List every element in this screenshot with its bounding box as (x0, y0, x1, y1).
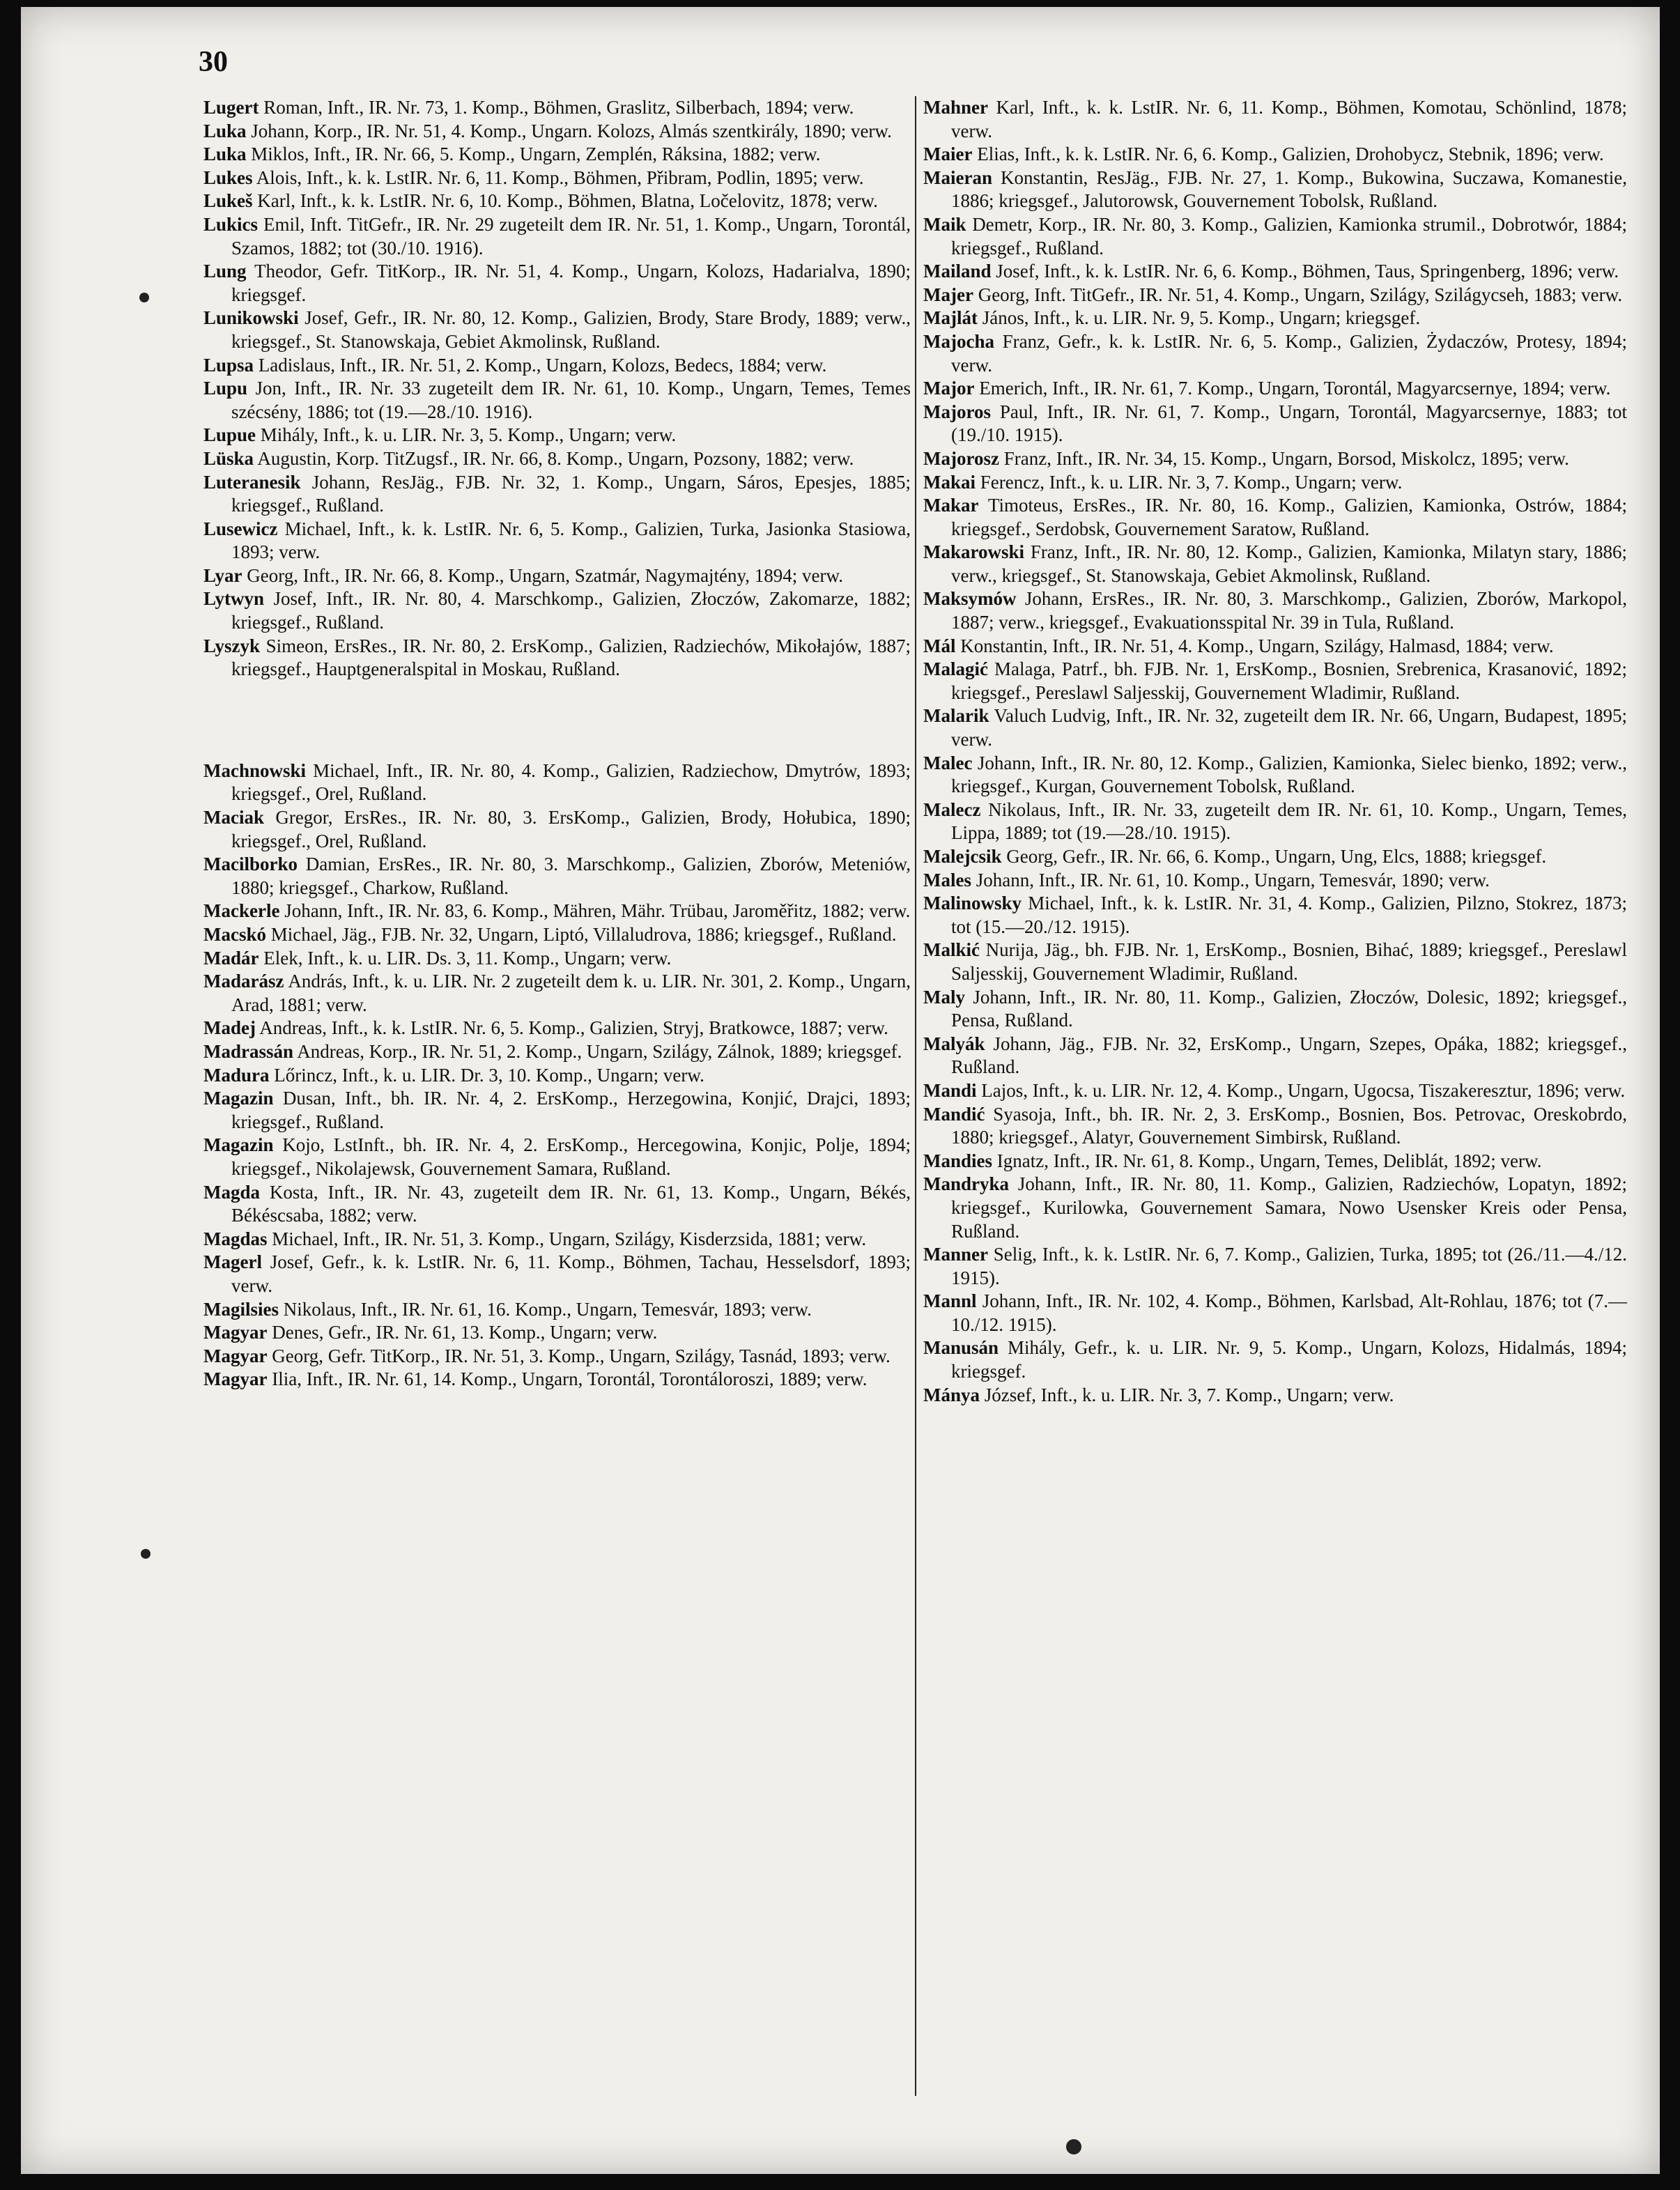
register-entry (203, 587, 911, 634)
section-l (203, 96, 911, 681)
entry-surname: Malarik (923, 705, 989, 727)
entry-surname: Malecz (923, 799, 981, 820)
entry-surname: Lupsa (203, 354, 254, 376)
entry-surname: Majocha (923, 330, 994, 352)
entry-details: Paul, Inft., IR. Nr. 61, 7. Komp., Ungarn, Torontál, Magyarcsernye, 1883; tot (19./10. 1915). (951, 401, 1627, 446)
entry-surname: Makarowski (923, 541, 1025, 563)
entry-surname: Madura (203, 1064, 270, 1086)
entry-details: Elek, Inft., k. u. LIR. Ds. 3, 11. Komp., Ungarn; verw. (263, 947, 672, 969)
register-entry (923, 260, 1627, 284)
register-entry (203, 447, 911, 471)
register-entry (923, 869, 1627, 893)
entry-surname: Majoros (923, 401, 991, 422)
entry-surname: Makar (923, 495, 979, 516)
register-entry (923, 471, 1627, 495)
register-entry (203, 564, 911, 588)
right-column (923, 96, 1627, 1407)
entry-details: Mihály, Gefr., k. u. LIR. Nr. 9, 5. Komp., Ungarn, Kolozs, Hidalmás, 1894; kriegsgef. (951, 1337, 1627, 1382)
entry-surname: Major (923, 378, 975, 399)
entry-surname: Mandies (923, 1150, 993, 1171)
register-entry (923, 541, 1627, 587)
entry-details: Damian, ErsRes., IR. Nr. 80, 3. Marschkomp., Galizien, Zborów, Meteniów, 1880; kriegsgef., Charkow, Rußland. (231, 854, 911, 898)
register-entry (203, 1040, 911, 1064)
register-entry (923, 1290, 1627, 1336)
section-m (203, 759, 911, 1391)
entry-details: Johann, Inft., IR. Nr. 80, 11. Komp., Galizien, Radziechów, Lopatyn, 1892; kriegsgef., Kurilowka, Gouvernement Samara, Nowo Usensker Kreis oder Pensa, Rußland. (951, 1173, 1627, 1242)
entry-details: Andreas, Inft., k. k. LstIR. Nr. 6, 5. Komp., Galizien, Stryj, Bratkowce, 1887; verw. (259, 1017, 888, 1039)
register-entry (203, 120, 911, 144)
entry-surname: Lyar (203, 564, 242, 586)
register-entry (923, 213, 1627, 260)
entry-surname: Malkić (923, 939, 980, 961)
entry-details: János, Inft., k. u. LIR. Nr. 9, 5. Komp., Ungarn; kriegsgef. (982, 307, 1421, 329)
register-entry (923, 447, 1627, 471)
register-entry (923, 1384, 1627, 1408)
section-right (923, 96, 1627, 1407)
entry-surname: Lukics (203, 213, 259, 235)
entry-details: Johann, Inft., IR. Nr. 61, 10. Komp., Ungarn, Temesvár, 1890; verw. (976, 869, 1490, 890)
entry-details: Denes, Gefr., IR. Nr. 61, 13. Komp., Ungarn; verw. (272, 1322, 658, 1343)
entry-surname: Magazin (203, 1134, 274, 1156)
register-entry (923, 1173, 1627, 1243)
register-entry (203, 947, 911, 971)
register-entry (923, 587, 1627, 634)
entry-details: Syasoja, Inft., bh. IR. Nr. 2, 3. ErsKomp., Bosnien, Bos. Petrovac, Oreskobrdo, 1880; kriegsgef., Alatyr, Gouvernement Simbirsk, Rußland. (951, 1103, 1627, 1148)
register-entry (203, 143, 911, 167)
entry-details: Josef, Gefr., k. k. LstIR. Nr. 6, 11. Komp., Böhmen, Tachau, Hesselsdorf, 1893; verw. (231, 1251, 911, 1296)
entry-details: Josef, Inft., IR. Nr. 80, 4. Marschkomp., Galizien, Złoczów, Zakomarze, 1882; kriegsgef., Rußland. (231, 588, 911, 633)
entry-details: Ladislaus, Inft., IR. Nr. 51, 2. Komp., Ungarn, Kolozs, Bedecs, 1884; verw. (258, 354, 827, 376)
entry-surname: Mál (923, 635, 956, 656)
entry-details: Nikolaus, Inft., IR. Nr. 33, zugeteilt dem IR. Nr. 61, 10. Komp., Ungarn, Temes, Lippa, 1889; tot (19.—28./10. 1915). (951, 799, 1627, 844)
entry-surname: Luka (203, 120, 247, 141)
entry-details: Michael, Jäg., FJB. Nr. 32, Ungarn, Liptó, Villaludrova, 1886; kriegsgef., Rußland. (270, 924, 897, 945)
entry-surname: Malinowsky (923, 893, 1022, 914)
entry-surname: Malejcsik (923, 846, 1002, 867)
entry-details: Georg, Gefr., IR. Nr. 66, 6. Komp., Ungarn, Ung, Elcs, 1888; kriegsgef. (1006, 846, 1547, 867)
register-entry (203, 923, 911, 947)
entry-surname: Luka (203, 144, 247, 165)
register-entry (923, 845, 1627, 869)
register-entry (923, 1336, 1627, 1383)
register-entry (923, 986, 1627, 1033)
entry-details: József, Inft., k. u. LIR. Nr. 3, 7. Komp., Ungarn; verw. (984, 1384, 1394, 1405)
binding-hole-mark (141, 1549, 151, 1559)
entry-surname: Lung (203, 261, 247, 282)
entry-details: Michael, Inft., k. k. LstIR. Nr. 6, 5. Komp., Galizien, Turka, Jasionka Stasiowa, 1893; verw. (231, 518, 911, 563)
entry-surname: Maksymów (923, 588, 1017, 610)
register-entry (203, 970, 911, 1017)
entry-details: Johann, Jäg., FJB. Nr. 32, ErsKomp., Ungarn, Szepes, Opáka, 1882; kriegsgef., Rußland. (951, 1033, 1628, 1078)
entry-details: Dusan, Inft., bh. IR. Nr. 4, 2. ErsKomp., Herzegowina, Konjić, Drajci, 1893; kriegsgef., Rußland. (231, 1088, 911, 1132)
entry-details: Miklos, Inft., IR. Nr. 66, 5. Komp., Ungarn, Zemplén, Ráksina, 1882; verw. (251, 144, 821, 165)
entry-surname: Males (923, 869, 971, 890)
entry-surname: Maciak (203, 807, 264, 828)
entry-details: Josef, Inft., k. k. LstIR. Nr. 6, 6. Komp., Böhmen, Taus, Springenberg, 1896; verw. (996, 261, 1619, 282)
entry-surname: Machnowski (203, 759, 307, 781)
register-entry (923, 330, 1627, 377)
register-entry (203, 806, 911, 853)
entry-details: Franz, Inft., IR. Nr. 80, 12. Komp., Galizien, Kamionka, Milatyn stary, 1886; verw., kriegsgef., St. Stanowskaja, Gebiet Akmolinsk, Rußland. (951, 541, 1627, 586)
entry-details: Malaga, Patrf., bh. FJB. Nr. 1, ErsKomp., Bosnien, Srebrenica, Krasanović, 1892; kriegsgef., Pereslawl Saljesskij, Gouvernement Wladimir, Rußland. (951, 658, 1627, 703)
entry-surname: Mandryka (923, 1173, 1010, 1195)
register-entry (923, 1079, 1627, 1103)
entry-details: Michael, Inft., IR. Nr. 80, 4. Komp., Galizien, Radziechow, Dmytrów, 1893; kriegsgef., Orel, Rußland. (231, 759, 911, 805)
entry-surname: Majlát (923, 307, 978, 329)
column-divider (915, 96, 916, 2096)
entry-surname: Mannl (923, 1290, 977, 1312)
entry-surname: Mandić (923, 1103, 985, 1125)
register-entry (203, 1134, 911, 1180)
entry-details: Johann, ErsRes., IR. Nr. 80, 3. Marschkomp., Galizien, Zborów, Markopol, 1887; verw., kriegsgef., Evakuationsspital Nr. 39 in Tula, Rußland. (951, 588, 1628, 633)
entry-surname: Mandi (923, 1079, 977, 1101)
entry-surname: Makai (923, 471, 976, 493)
entry-details: Alois, Inft., k. k. LstIR. Nr. 6, 11. Komp., Böhmen, Přibram, Podlin, 1895; verw. (256, 167, 864, 188)
register-entry (203, 307, 911, 353)
entry-details: Franz, Gefr., k. k. LstIR. Nr. 6, 5. Komp., Galizien, Żydaczów, Protesy, 1894; verw. (951, 330, 1628, 376)
entry-surname: Magyar (203, 1322, 268, 1343)
register-entry (923, 704, 1627, 751)
register-entry (203, 1251, 911, 1297)
register-entry (923, 1103, 1627, 1150)
page-number: 30 (199, 46, 228, 78)
entry-details: Franz, Inft., IR. Nr. 34, 15. Komp., Ungarn, Borsod, Miskolcz, 1895; verw. (1003, 447, 1569, 469)
entry-surname: Magazin (203, 1088, 274, 1109)
entry-details: Michael, Inft., k. k. LstIR. Nr. 31, 4. Komp., Galizien, Pilzno, Stokrez, 1873; tot (15.—20./12. 1915). (951, 893, 1628, 937)
register-entry (203, 354, 911, 378)
entry-details: Emerich, Inft., IR. Nr. 61, 7. Komp., Ungarn, Torontál, Magyarcsernye, 1894; verw. (979, 378, 1611, 399)
register-entry (923, 1150, 1627, 1173)
entry-surname: Magda (203, 1181, 260, 1203)
entry-details: Kosta, Inft., IR. Nr. 43, zugeteilt dem IR. Nr. 61, 13. Komp., Ungarn, Békés, Békéscsaba, 1882; verw. (231, 1181, 911, 1226)
register-entry (923, 635, 1627, 658)
register-entry (203, 759, 911, 806)
entry-surname: Maieran (923, 167, 992, 188)
entry-surname: Madarász (203, 971, 284, 992)
entry-surname: Manner (923, 1244, 988, 1265)
register-entry (923, 377, 1627, 401)
entry-details: Augustin, Korp. TitZugsf., IR. Nr. 66, 8. Komp., Ungarn, Pozsony, 1882; verw. (257, 447, 854, 469)
entry-details: Nikolaus, Inft., IR. Nr. 61, 16. Komp., Ungarn, Temesvár, 1893; verw. (283, 1298, 812, 1320)
entry-surname: Majorosz (923, 447, 999, 469)
register-entry (203, 635, 911, 681)
register-entry (923, 494, 1627, 541)
register-entry (203, 1345, 911, 1368)
register-entry (923, 143, 1627, 167)
entry-surname: Madrassán (203, 1040, 294, 1062)
register-entry (923, 752, 1627, 799)
register-entry (203, 1181, 911, 1228)
document-page (21, 7, 1660, 2174)
entry-details: Kojo, LstInft., bh. IR. Nr. 4, 2. ErsKomp., Hercegowina, Konjic, Polje, 1894; kriegsgef., Nikolajewsk, Gouvernement Samara, Rußland. (231, 1134, 911, 1179)
entry-surname: Magdas (203, 1228, 268, 1249)
register-entry (203, 1368, 911, 1391)
entry-details: Konstantin, Inft., IR. Nr. 51, 4. Komp., Ungarn, Szilágy, Halmasd, 1884; verw. (960, 635, 1554, 656)
register-entry (203, 471, 911, 518)
entry-surname: Lugert (203, 97, 259, 118)
entry-details: Lőrincz, Inft., k. u. LIR. Dr. 3, 10. Komp., Ungarn; verw. (274, 1064, 704, 1086)
entry-surname: Mailand (923, 261, 992, 282)
entry-surname: Macskó (203, 924, 266, 945)
entry-details: Jon, Inft., IR. Nr. 33 zugeteilt dem IR. Nr. 61, 10. Komp., Ungarn, Temes, Temes szécsény, 1886; tot (19.—28./10. 1916). (231, 378, 911, 422)
register-entry (203, 1321, 911, 1345)
entry-details: Johann, Inft., IR. Nr. 80, 12. Komp., Galizien, Kamionka, Sielec bienko, 1892; verw., kriegsgef., Kurgan, Gouvernement Tobolsk, Rußland. (951, 752, 1628, 797)
entry-surname: Lupue (203, 424, 256, 446)
entry-surname: Magerl (203, 1251, 262, 1273)
register-entry (203, 260, 911, 307)
entry-surname: Manusán (923, 1337, 999, 1359)
entry-details: Simeon, ErsRes., IR. Nr. 80, 2. ErsKomp., Galizien, Radziechów, Mikołajów, 1887; kriegsgef., Hauptgeneralspital in Moskau, Rußland. (231, 635, 911, 680)
register-entry (923, 799, 1627, 845)
register-entry (203, 1228, 911, 1251)
entry-details: Selig, Inft., k. k. LstIR. Nr. 6, 7. Komp., Galizien, Turka, 1895; tot (26./11.—4./12. 1915). (951, 1244, 1627, 1288)
entry-details: Mihály, Inft., k. u. LIR. Nr. 3, 5. Komp., Ungarn; verw. (260, 424, 677, 446)
register-entry (923, 167, 1627, 213)
entry-details: Georg, Inft., IR. Nr. 66, 8. Komp., Ungarn, Szatmár, Nagymajtény, 1894; verw. (247, 564, 844, 586)
entry-details: Josef, Gefr., IR. Nr. 80, 12. Komp., Galizien, Brody, Stare Brody, 1889; verw., kriegsgef., St. Stanowskaja, Gebiet Akmolinsk, Rußland. (231, 307, 911, 352)
register-entry (203, 377, 911, 424)
entry-surname: Malec (923, 752, 973, 773)
register-entry (923, 401, 1627, 447)
entry-details: András, Inft., k. u. LIR. Nr. 2 zugeteilt dem k. u. LIR. Nr. 301, 2. Komp., Ungarn, Arad, 1881; verw. (231, 971, 911, 1015)
register-entry (203, 424, 911, 447)
register-entry (203, 1087, 911, 1134)
entry-details: Karl, Inft., k. k. LstIR. Nr. 6, 10. Komp., Böhmen, Blatna, Ločelovitz, 1878; verw. (257, 190, 878, 212)
register-entry (203, 518, 911, 564)
register-entry (923, 1033, 1627, 1079)
binding-hole-mark (139, 293, 149, 302)
entry-surname: Mackerle (203, 900, 280, 922)
entry-surname: Lyszyk (203, 635, 261, 656)
entry-details: Johann, ResJäg., FJB. Nr. 32, 1. Komp., Ungarn, Sáros, Epesjes, 1885; kriegsgef., Rußland. (231, 471, 911, 516)
entry-surname: Lupu (203, 378, 248, 399)
entry-details: Ferencz, Inft., k. u. LIR. Nr. 3, 7. Komp., Ungarn; verw. (980, 471, 1403, 493)
register-entry (203, 190, 911, 213)
entry-details: Ilia, Inft., IR. Nr. 61, 14. Komp., Ungarn, Torontál, Torontáloroszi, 1889; verw. (272, 1368, 868, 1390)
entry-details: Konstantin, ResJäg., FJB. Nr. 27, 1. Komp., Bukowina, Suczawa, Komanestie, 1886; kriegsgef., Jalutorowsk, Gouvernement Tobolsk, Rußland. (951, 167, 1627, 212)
register-entry (203, 96, 911, 120)
entry-details: Johann, Inft., IR. Nr. 102, 4. Komp., Böhmen, Karlsbad, Alt-Rohlau, 1876; tot (7.—10./12. 1915). (951, 1290, 1628, 1335)
entry-surname: Lytwyn (203, 588, 265, 610)
entry-surname: Magyar (203, 1345, 268, 1366)
register-entry (203, 853, 911, 900)
register-entry (923, 284, 1627, 307)
entry-details: Elias, Inft., k. k. LstIR. Nr. 6, 6. Komp., Galizien, Drohobycz, Stebnik, 1896; verw. (977, 144, 1604, 165)
entry-surname: Majer (923, 284, 973, 305)
entry-details: Valuch Ludvig, Inft., IR. Nr. 32, zugeteilt dem IR. Nr. 66, Ungarn, Budapest, 1895; verw. (951, 705, 1628, 750)
entry-surname: Lukeš (203, 190, 253, 212)
entry-surname: Macilborko (203, 854, 298, 875)
entry-surname: Mahner (923, 97, 988, 118)
section-gap (203, 681, 911, 759)
entry-details: Karl, Inft., k. k. LstIR. Nr. 6, 11. Komp., Böhmen, Komotau, Schönlind, 1878; verw. (951, 97, 1627, 141)
entry-surname: Luteranesik (203, 471, 301, 493)
binding-hole-mark (1066, 2139, 1081, 2154)
entry-details: Demetr, Korp., IR. Nr. 80, 3. Komp., Galizien, Kamionka strumil., Dobrotwór, 1884; kriegsgef., Rußland. (951, 213, 1627, 259)
entry-surname: Magyar (203, 1368, 268, 1390)
entry-surname: Maik (923, 213, 966, 235)
entry-surname: Maier (923, 144, 973, 165)
entry-surname: Madej (203, 1017, 256, 1039)
register-entry (203, 1064, 911, 1088)
entry-details: Johann, Korp., IR. Nr. 51, 4. Komp., Ungarn. Kolozs, Almás szentkirály, 1890; verw. (251, 120, 892, 141)
entry-surname: Mánya (923, 1384, 980, 1405)
register-entry (923, 307, 1627, 330)
entry-details: Theodor, Gefr. TitKorp., IR. Nr. 51, 4. Komp., Ungarn, Kolozs, Hadarialva, 1890; kriegsgef. (231, 261, 911, 305)
entry-surname: Lukes (203, 167, 253, 188)
register-entry (923, 1243, 1627, 1290)
register-entry (203, 213, 911, 260)
entry-details: Ignatz, Inft., IR. Nr. 61, 8. Komp., Ungarn, Temes, Deliblát, 1892; verw. (996, 1150, 1542, 1171)
entry-details: Johann, Inft., IR. Nr. 80, 11. Komp., Galizien, Złoczów, Dolesic, 1892; kriegsgef., Pensa, Rußland. (951, 986, 1628, 1031)
register-entry (203, 1298, 911, 1322)
entry-surname: Lusewicz (203, 518, 278, 539)
register-entry (203, 900, 911, 923)
entry-details: Lajos, Inft., k. u. LIR. Nr. 12, 4. Komp., Ungarn, Ugocsa, Tiszakeresztur, 1896; verw. (981, 1079, 1626, 1101)
register-entry (923, 939, 1627, 985)
entry-details: Georg, Gefr. TitKorp., IR. Nr. 51, 3. Komp., Ungarn, Szilágy, Tasnád, 1893; verw. (272, 1345, 891, 1366)
entry-surname: Madár (203, 947, 259, 969)
entry-details: Johann, Inft., IR. Nr. 83, 6. Komp., Mähren, Mähr. Trübau, Jaroměřitz, 1882; verw. (284, 900, 911, 922)
entry-surname: Maly (923, 986, 965, 1008)
register-entry (203, 167, 911, 190)
entry-surname: Malagić (923, 658, 988, 680)
entry-surname: Malyák (923, 1033, 985, 1054)
register-entry (923, 658, 1627, 704)
left-column (203, 96, 911, 1391)
entry-details: Emil, Inft. TitGefr., IR. Nr. 29 zugeteilt dem IR. Nr. 51, 1. Komp., Ungarn, Torontál, Szamos, 1882; tot (30./10. 1916). (231, 213, 911, 259)
entry-details: Gregor, ErsRes., IR. Nr. 80, 3. ErsKomp., Galizien, Brody, Hołubica, 1890; kriegsgef., Orel, Rußland. (231, 807, 911, 851)
entry-details: Nurija, Jäg., bh. FJB. Nr. 1, ErsKomp., Bosnien, Bihać, 1889; kriegsgef., Pereslawl Saljesskij, Gouvernement Wladimir, Rußland. (951, 939, 1628, 984)
entry-surname: Magilsies (203, 1298, 279, 1320)
register-entry (923, 96, 1627, 143)
entry-details: Roman, Inft., IR. Nr. 73, 1. Komp., Böhmen, Graslitz, Silberbach, 1894; verw. (263, 97, 854, 118)
entry-details: Timoteus, ErsRes., IR. Nr. 80, 16. Komp., Galizien, Kamionka, Ostrów, 1884; kriegsgef., Serdobsk, Gouvernement Saratow, Rußland. (951, 495, 1627, 539)
register-entry (923, 892, 1627, 939)
entry-details: Michael, Inft., IR. Nr. 51, 3. Komp., Ungarn, Szilágy, Kisderzsida, 1881; verw. (272, 1228, 867, 1249)
entry-surname: Lunikowski (203, 307, 299, 329)
entry-details: Andreas, Korp., IR. Nr. 51, 2. Komp., Ungarn, Szilágy, Zálnok, 1889; kriegsgef. (297, 1040, 902, 1062)
entry-surname: Lüska (203, 447, 254, 469)
register-entry (203, 1017, 911, 1040)
entry-details: Georg, Inft. TitGefr., IR. Nr. 51, 4. Komp., Ungarn, Szilágy, Szilágycseh, 1883; verw. (978, 284, 1623, 305)
